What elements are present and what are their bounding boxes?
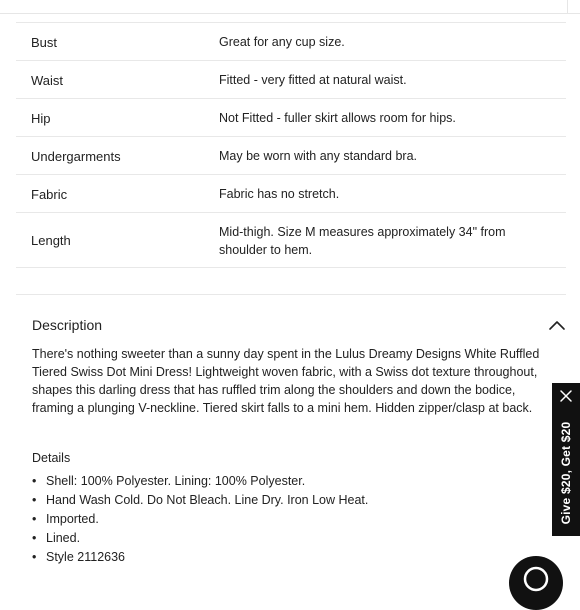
list-item-text: Hand Wash Cold. Do Not Bleach. Line Dry. Iron Low Heat. bbox=[46, 493, 369, 507]
top-divider bbox=[0, 13, 580, 14]
fit-row-bust bbox=[16, 23, 566, 61]
top-strip bbox=[0, 0, 580, 14]
chat-button[interactable] bbox=[509, 556, 563, 610]
details-heading: Details bbox=[32, 451, 71, 465]
fit-value: Mid-thigh. Size M measures approximately 34" from shoulder to hem. bbox=[219, 225, 506, 257]
fit-row-fabric bbox=[16, 175, 566, 213]
list-item-text: Lined. bbox=[46, 531, 81, 545]
bullet: • bbox=[32, 531, 37, 545]
top-corner-divider bbox=[567, 0, 568, 13]
close-icon[interactable] bbox=[559, 389, 573, 403]
bullet: • bbox=[32, 474, 37, 488]
fit-value: Fabric has no stretch. bbox=[219, 187, 340, 201]
promo-label: Give $20, Get $20 bbox=[559, 421, 573, 525]
list-item bbox=[32, 491, 368, 510]
list-item bbox=[32, 472, 368, 491]
fit-label: Fabric bbox=[31, 187, 68, 202]
bullet: • bbox=[32, 512, 37, 526]
section-divider bbox=[16, 294, 566, 295]
fit-label: Bust bbox=[31, 35, 58, 50]
list-item-text: Shell: 100% Polyester. Lining: 100% Polyester. bbox=[46, 474, 306, 488]
bullet: • bbox=[32, 493, 37, 507]
fit-value: Great for any cup size. bbox=[219, 35, 345, 49]
fit-row-waist bbox=[16, 61, 566, 99]
fit-label: Undergarments bbox=[31, 149, 121, 164]
fit-row-length bbox=[16, 213, 566, 268]
description-heading[interactable]: Description bbox=[32, 317, 103, 333]
list-item-text: Imported. bbox=[46, 512, 99, 526]
list-item bbox=[32, 529, 368, 548]
fit-value: Not Fitted - fuller skirt allows room for hips. bbox=[219, 111, 456, 125]
referral-promo-tab[interactable] bbox=[552, 383, 580, 536]
list-item bbox=[32, 548, 368, 567]
fit-label: Hip bbox=[31, 111, 51, 126]
fit-label: Waist bbox=[31, 73, 64, 88]
list-item-text: Style 2112636 bbox=[46, 550, 125, 564]
fit-value: Fitted - very fitted at natural waist. bbox=[219, 73, 407, 87]
fit-label: Length bbox=[31, 233, 71, 248]
fit-details-table bbox=[16, 22, 566, 268]
fit-value: May be worn with any standard bra. bbox=[219, 149, 418, 163]
chevron-up-icon[interactable] bbox=[548, 318, 566, 330]
fit-row-undergarments bbox=[16, 137, 566, 175]
details-list bbox=[32, 472, 368, 567]
bullet: • bbox=[32, 550, 37, 564]
list-item bbox=[32, 510, 368, 529]
description-text: There's nothing sweeter than a sunny day spent in the Lulus Dreamy Designs White Ruffled Tiered Swiss Dot Mini Dress! Lightweight woven fabric, with a Swiss dot texture throughout, shapes this darling dress that has ruffled trim along the shoulders and down the bodice, framing a plunging V-neckline. Tiered skirt falls to a mini hem. Hidden zipper/clasp at back. bbox=[32, 347, 540, 416]
fit-row-hip bbox=[16, 99, 566, 137]
